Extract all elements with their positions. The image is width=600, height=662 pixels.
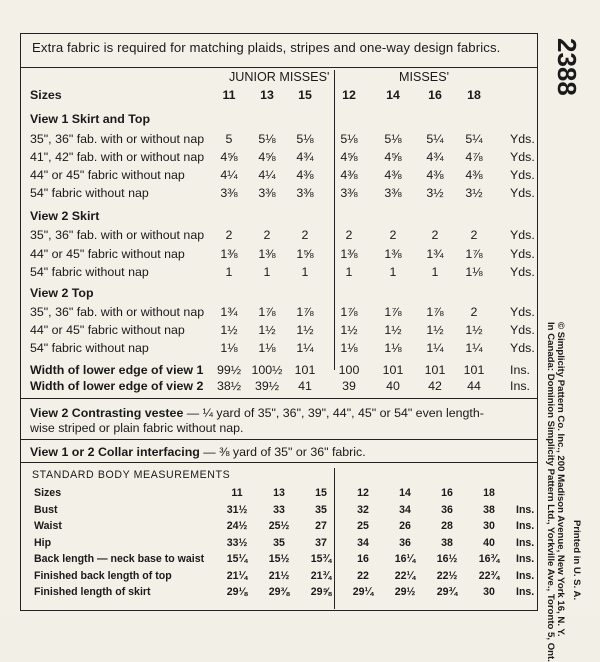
body-value: 22¾: [478, 569, 500, 582]
yardage-value: 4⅜: [426, 168, 444, 182]
unit-yds: Yds.: [510, 305, 535, 319]
body-value: 38: [441, 536, 453, 549]
body-value: 16¾: [478, 553, 500, 565]
width-value: 39½: [254, 379, 280, 393]
body-value: 31½: [226, 503, 248, 516]
fabric-label: 41", 42" fab. with or without nap: [30, 150, 205, 164]
copyright-line-1: © Simplicity Pattern Co. Inc., 200 Madison Avenue, New York 16, N. Y.: [555, 322, 566, 637]
body-value: 33½: [226, 536, 248, 549]
yardage-value: 1: [345, 265, 353, 279]
body-value: 12: [357, 487, 369, 499]
body-value: 34: [399, 503, 411, 516]
yardage-value: 4¼: [220, 168, 238, 182]
yardage-value: 1¾: [220, 305, 238, 319]
yardage-value: 5⅛: [258, 132, 276, 146]
size-header: 14: [386, 88, 400, 102]
yardage-value: 1¼: [465, 341, 483, 355]
body-value: 15¾: [310, 553, 332, 565]
fabric-label: 35", 36" fab. with or without nap: [30, 132, 205, 146]
yardage-value: 1⅛: [258, 341, 276, 355]
vestee-line-1: [30, 406, 484, 420]
fabric-label: 54" fabric without nap: [30, 341, 149, 355]
vestee-line-2: wise striped or plain fabric without nap.: [30, 421, 244, 435]
yardage-value: 1⅞: [296, 305, 314, 319]
yardage-value: 1⅛: [384, 341, 402, 355]
width-value: 39: [342, 379, 356, 393]
body-value: 13: [273, 487, 285, 499]
body-value: 22¼: [394, 569, 416, 582]
body-row-label: Back length — neck base to waist: [34, 553, 205, 565]
fabric-label: 44" or 45" fabric without nap: [30, 247, 185, 261]
yardage-value: 3½: [426, 186, 444, 200]
yardage-value: 2: [470, 305, 478, 319]
width-value: 101: [382, 363, 404, 377]
notice-text: Extra fabric is required for matching plaids, stripes and one-way design fabrics.: [32, 40, 501, 55]
fabric-label: 35", 36" fab. with or without nap: [30, 228, 205, 242]
yardage-value: 1: [301, 265, 309, 279]
unit-yds: Yds.: [510, 323, 535, 337]
yardage-value: 1: [431, 265, 439, 279]
yardage-value: 4⅝: [220, 150, 238, 164]
fabric-label: 44" or 45" fabric without nap: [30, 168, 185, 182]
yardage-value: 2: [431, 228, 439, 242]
body-value: 24½: [226, 520, 248, 532]
body-value: 29⅛: [226, 586, 248, 598]
interfacing-line: [30, 445, 366, 459]
body-measurements-title: STANDARD BODY MEASUREMENTS: [32, 469, 231, 481]
yardage-value: 3⅜: [258, 186, 276, 200]
yardage-value: 5⅛: [296, 132, 314, 146]
yardage-value: 2: [301, 228, 309, 242]
unit-ins: Ins.: [516, 536, 535, 549]
unit-ins: Ins.: [516, 586, 535, 598]
yardage-value: 1⅜: [258, 247, 276, 261]
yardage-value: 1: [389, 265, 397, 279]
yardage-value: 1¾: [426, 247, 444, 261]
yardage-value: 1⅞: [465, 247, 483, 261]
width-value: 44: [467, 379, 481, 393]
interfacing-title: View 1 or 2 Collar interfacing: [30, 445, 200, 459]
body-value: 32: [357, 503, 369, 516]
body-value: 40: [483, 536, 495, 549]
body-value: 25: [357, 520, 369, 532]
unit-yds: Yds.: [510, 228, 535, 242]
body-value: 37: [315, 536, 327, 549]
yardage-value: 3⅜: [384, 186, 402, 200]
unit-ins: Ins.: [516, 520, 535, 532]
body-value: 29½: [394, 586, 416, 598]
yardage-value: 1½: [426, 323, 444, 337]
yardage-value: 5¼: [426, 132, 444, 146]
yardage-value: 4¼: [258, 168, 276, 182]
body-value: 18: [483, 487, 495, 499]
view-title: View 2 Top: [30, 286, 94, 300]
body-value: 11: [231, 487, 243, 499]
body-value: 16¼: [394, 553, 416, 565]
yardage-value: 3⅜: [296, 186, 314, 200]
yardage-value: 1⅞: [258, 305, 276, 319]
size-header: 18: [467, 88, 481, 102]
body-row-label: Finished length of skirt: [34, 586, 151, 598]
width-value: 38½: [216, 379, 242, 393]
yardage-value: 5⅛: [384, 132, 402, 146]
unit-yds: Yds.: [510, 341, 535, 355]
yardage-value: 1⅜: [384, 247, 402, 261]
body-value: 33: [273, 503, 285, 516]
body-value: 16: [441, 487, 453, 499]
width-value: 100: [338, 363, 360, 377]
sizes-label: Sizes: [30, 88, 62, 102]
yardage-value: 1¼: [296, 341, 314, 355]
size-header: 16: [428, 88, 442, 102]
body-value: 29¼: [352, 586, 374, 598]
size-header: 12: [342, 88, 356, 102]
body-row-label: Sizes: [34, 487, 62, 499]
width-value: 42: [428, 379, 442, 393]
yardage-value: 2: [470, 228, 478, 242]
unit-yds: Yds.: [510, 168, 535, 182]
misses-heading: MISSES': [399, 70, 449, 84]
unit-yds: Yds.: [510, 247, 535, 261]
width-value: 101: [294, 363, 316, 377]
fabric-label: 54" fabric without nap: [30, 186, 149, 200]
yardage-value: 1⅞: [340, 305, 358, 319]
size-header: 13: [260, 88, 274, 102]
yardage-value: 1½: [296, 323, 314, 337]
yardage-value: 1½: [258, 323, 276, 337]
yardage-value: 3⅜: [220, 186, 238, 200]
divider-rule: [20, 398, 538, 399]
fabric-label: 44" or 45" fabric without nap: [30, 323, 185, 337]
body-value: 16: [357, 553, 369, 565]
yardage-value: 5⅛: [340, 132, 358, 146]
body-value: 27: [315, 520, 327, 532]
yardage-value: 1: [263, 265, 271, 279]
yardage-value: 4⅝: [384, 150, 402, 164]
body-value: 38: [483, 503, 495, 516]
yardage-value: 1⅞: [426, 305, 444, 319]
body-row-label: Waist: [34, 520, 62, 532]
body-value: 29¾: [436, 586, 458, 598]
yardage-value: 3⅜: [340, 186, 358, 200]
body-value: 16½: [436, 553, 458, 565]
yardage-value: 4¾: [426, 150, 444, 164]
unit-yds: Yds.: [510, 150, 535, 164]
yardage-value: 5¼: [465, 132, 483, 146]
copyright-line-2: In Canada: Dominion Simplicity Pattern Ltd., Yorkville Ave., Toronto 5, Ont.: [545, 322, 556, 662]
yardage-value: 4⅜: [384, 168, 402, 182]
unit-ins: Ins.: [510, 379, 530, 393]
yardage-value: 1⅛: [220, 341, 238, 355]
body-value: 35: [315, 503, 327, 516]
body-value: 21¼: [226, 569, 248, 582]
body-value: 15¼: [226, 553, 248, 565]
yardage-value: 1: [225, 265, 233, 279]
yardage-value: 1⅛: [340, 341, 358, 355]
yardage-value: 2: [345, 228, 353, 242]
vestee-text: — ¼ yard of 35", 36", 39", 44", 45" or 54" even length-: [183, 406, 484, 420]
vestee-title: View 2 Contrasting vestee: [30, 406, 184, 420]
yardage-value: 4⅝: [340, 150, 358, 164]
unit-ins: Ins.: [516, 569, 535, 582]
divider-rule: [20, 439, 538, 440]
body-row-label: Bust: [34, 503, 58, 516]
yardage-value: 4⅜: [465, 168, 483, 182]
body-value: 15: [315, 487, 327, 499]
body-value: 25½: [268, 520, 290, 532]
unit-ins: Ins.: [516, 553, 535, 565]
width-value: 100½: [251, 363, 283, 377]
yardage-value: 1½: [340, 323, 358, 337]
body-value: 36: [399, 536, 411, 549]
divider-rule: [20, 462, 538, 463]
yardage-value: 4⅜: [296, 168, 314, 182]
body-value: 21½: [268, 569, 290, 582]
width-value: 40: [386, 379, 400, 393]
junior-misses-heading: JUNIOR MISSES': [229, 70, 330, 84]
unit-yds: Yds.: [510, 265, 535, 279]
yardage-value: 4⅝: [258, 150, 276, 164]
width-value: 41: [298, 379, 312, 393]
body-value: 14: [399, 487, 411, 499]
yardage-value: 1⅞: [384, 305, 402, 319]
body-value: 22½: [436, 569, 458, 582]
yardage-value: 4⅜: [340, 168, 358, 182]
body-value: 26: [399, 520, 411, 532]
width-value: 101: [463, 363, 485, 377]
width-label: Width of lower edge of view 2: [30, 379, 204, 393]
view-title: View 1 Skirt and Top: [30, 112, 151, 126]
yardage-value: 3½: [465, 186, 483, 200]
interfacing-text: — ⅜ yard of 35" or 36" fabric.: [199, 445, 366, 459]
body-value: 35: [273, 536, 285, 549]
body-row-label: Hip: [34, 536, 52, 549]
size-header: 11: [222, 88, 236, 102]
printed-in-usa: Printed in U. S. A.: [571, 520, 582, 601]
yardage-value: 5: [225, 132, 233, 146]
yardage-value: 1⅜: [340, 247, 358, 261]
unit-ins: Ins.: [510, 363, 530, 377]
yardage-value: 4⅞: [465, 150, 483, 164]
divider-rule: [20, 67, 538, 68]
width-value: 99½: [216, 363, 242, 377]
body-value: 29⅜: [268, 586, 290, 598]
body-value: 28: [441, 520, 453, 532]
fabric-label: 54" fabric without nap: [30, 265, 149, 279]
yardage-value: 1¼: [426, 341, 444, 355]
body-value: 34: [357, 536, 369, 549]
width-value: 101: [424, 363, 446, 377]
pattern-number: 2388: [552, 38, 582, 96]
body-value: 15½: [268, 553, 290, 565]
fabric-label: 35", 36" fab. with or without nap: [30, 305, 205, 319]
body-value: 22: [357, 569, 369, 582]
yardage-value: 1½: [220, 323, 238, 337]
size-header: 15: [298, 88, 312, 102]
unit-ins: Ins.: [516, 503, 535, 516]
yardage-value: 2: [389, 228, 397, 242]
body-row-label: Finished back length of top: [34, 569, 172, 582]
body-value: 29⅝: [310, 586, 332, 598]
body-value: 30: [483, 586, 495, 598]
yardage-value: 2: [263, 228, 271, 242]
yardage-value: 1½: [465, 323, 483, 337]
yardage-value: 1⅛: [465, 265, 483, 279]
unit-yds: Yds.: [510, 132, 535, 146]
width-label: Width of lower edge of view 1: [30, 363, 204, 377]
unit-yds: Yds.: [510, 186, 535, 200]
yardage-value: 2: [225, 228, 233, 242]
body-value: 36: [441, 503, 453, 516]
view-title: View 2 Skirt: [30, 209, 100, 223]
yardage-value: 4¾: [296, 150, 314, 164]
yardage-value: 1⅝: [296, 247, 314, 261]
yardage-value: 1½: [384, 323, 402, 337]
body-value: 21¾: [310, 569, 332, 582]
body-value: 30: [483, 520, 495, 532]
yardage-value: 1⅜: [220, 247, 238, 261]
